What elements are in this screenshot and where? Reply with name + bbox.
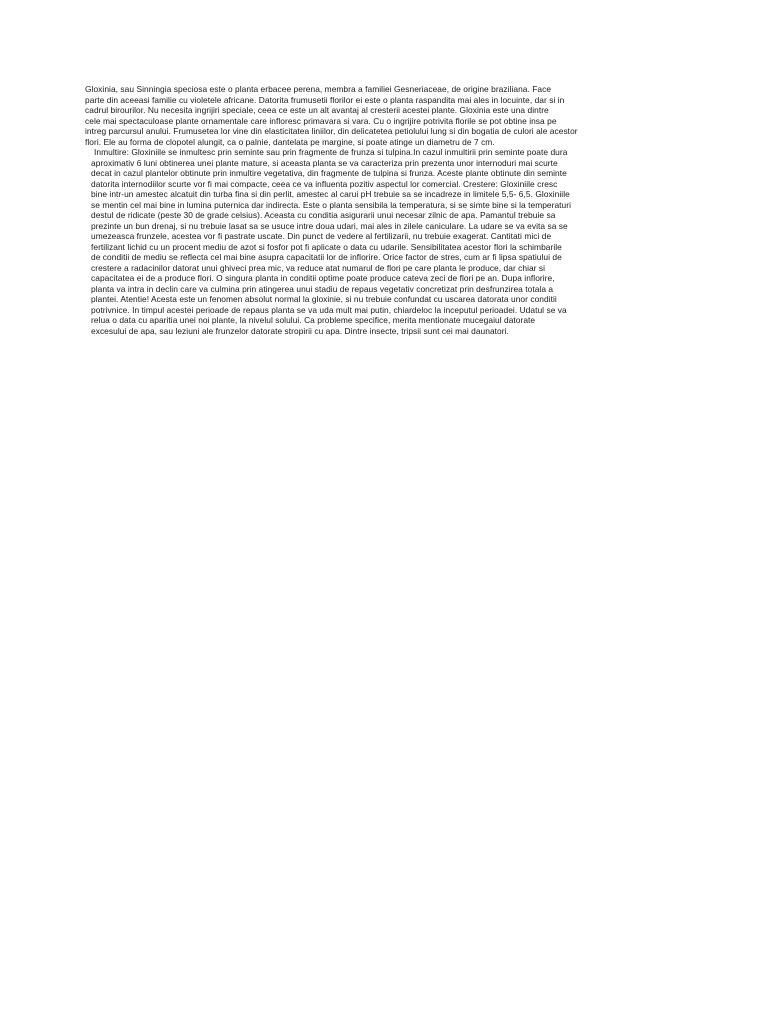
text-line: Inmultire: Gloxiniile se inmultesc prin seminte sau prin fragmente de frunza si tulpina.In cazul inmultirii prin seminte poate dura bbox=[94, 147, 568, 157]
text-line: intreg parcursul anului. Frumusetea lor vine din elasticitatea liniilor, din delicatetea petiolului lung si din bogatia de culori ale acestor bbox=[85, 126, 578, 136]
text-line: capacitatea ei de a produce flori. O singura planta in conditii optime poate produce cateva zeci de flori pe an. Dupa inflorire, bbox=[91, 273, 555, 283]
text-line: datorita internodiilor scurte vor fi mai compacte, ceea ce va influenta pozitiv aspectul lor comercial. Crestere: Gloxiniile cresc bbox=[91, 178, 558, 189]
text-line: planta va intra in declin care va culmina prin atingerea unui stadiu de repaus vegetativ concretizat prin desfrunzirea totala a bbox=[91, 283, 554, 294]
text-line: de conditii de mediu se reflecta cel mai bine asupra capacitatii lor de inflorire. Orice factor de stres, cum ar fi lipsa spatiului de bbox=[91, 252, 562, 262]
text-line: relua o data cu aparitia unei noi plante, la nivelul solului. Ca probleme specifice, merita mentionate mucegaiul datorate bbox=[91, 315, 536, 325]
text-line: potrivnice. In timpul acestei perioade de repaus planta se va uda mult mai putin, chiardeloc la inceputul perioadei. Udatul se va bbox=[91, 304, 567, 315]
text-line: destul de ridicate (peste 30 de grade celsius). Aceasta cu conditia asigurarii unui necesar zilnic de apa. Pamantul trebuie sa bbox=[91, 210, 556, 220]
text-line: aproximativ 6 luni obtinerea unei plante mature, si aceasta planta se va caracteriza prin prezenta unor internoduri mai scurte bbox=[91, 157, 558, 168]
document-text bbox=[85, 84, 685, 336]
text-line: flori. Ele au forma de clopotel alungit, ca o palnie, dantelata pe margine, si poate atinge un diametru de 7 cm. bbox=[85, 136, 495, 147]
paragraph-cultivation bbox=[85, 147, 685, 336]
text-line: excesului de apa, sau leziuni ale frunzelor datorate stropirii cu apa. Dintre insecte, tripsii sunt cei mai daunatori. bbox=[91, 325, 509, 336]
text-line: bine intr-un amestec alcatuit din turba fina si din perlit, amestec al carui pH trebuie sa se incadreze in limitele 5,5- 6,5. Gloxiniile bbox=[91, 189, 570, 199]
text-line: prezinte un bun drenaj, si nu trebuie lasat sa se usuce intre doua udari, mai ales in zilele caniculare. La udare se va evita sa se bbox=[91, 220, 568, 231]
paragraph-intro bbox=[85, 84, 685, 147]
text-line: parte din aceeasi familie cu violetele africane. Datorita frumusetii florilor ei este o planta raspandita mai ales in locuinte, dar si in bbox=[85, 94, 565, 105]
text-line: se mentin cel mai bine in lumina puternica dar indirecta. Este o planta sensibila la temperatura, si se simte bine si la temperaturi bbox=[91, 199, 572, 210]
text-line: cadrul birourilor. Nu necesita ingrijiri speciale, ceea ce este un alt avantaj al cresterii acestei plante. Gloxinia este una dintre bbox=[85, 105, 549, 115]
text-line: umezeasca frunzele, acestea vor fi pastrate uscate. Din punct de vedere al fertilizarii, nu trebuie exagerat. Cantitati mici de bbox=[91, 231, 552, 241]
text-line: Gloxinia, sau Sinningia speciosa este o planta erbacee perena, membra a familiei Gesneriaceae, de origine braziliana. Face bbox=[85, 84, 552, 94]
text-line: crestere a radacinilor datorat unui ghiveci prea mic, va reduce atat numarul de flori pe care planta le produce, dar chiar si bbox=[91, 262, 546, 273]
text-line: decat in cazul plantelor obtinute prin inmultire vegetativa, din fragmente de tulpina si frunza. Aceste plante obtinute din seminte bbox=[91, 168, 567, 178]
text-line: plantei. Atentie! Acesta este un fenomen absolut normal la gloxinie, si nu trebuie confundat cu uscarea datorata unor conditii bbox=[91, 294, 557, 304]
text-line: cele mai spectaculoase plante ornamentale care infloresc primavara si vara. Cu o ingrijire potrivita florile se pot obtine insa pe bbox=[85, 115, 557, 126]
text-line: fertilizant lichid cu un procent mediu de azot si fosfor pot fi aplicate o data cu udarile. Sensibilitatea acestor flori la schimbarile bbox=[91, 241, 562, 252]
